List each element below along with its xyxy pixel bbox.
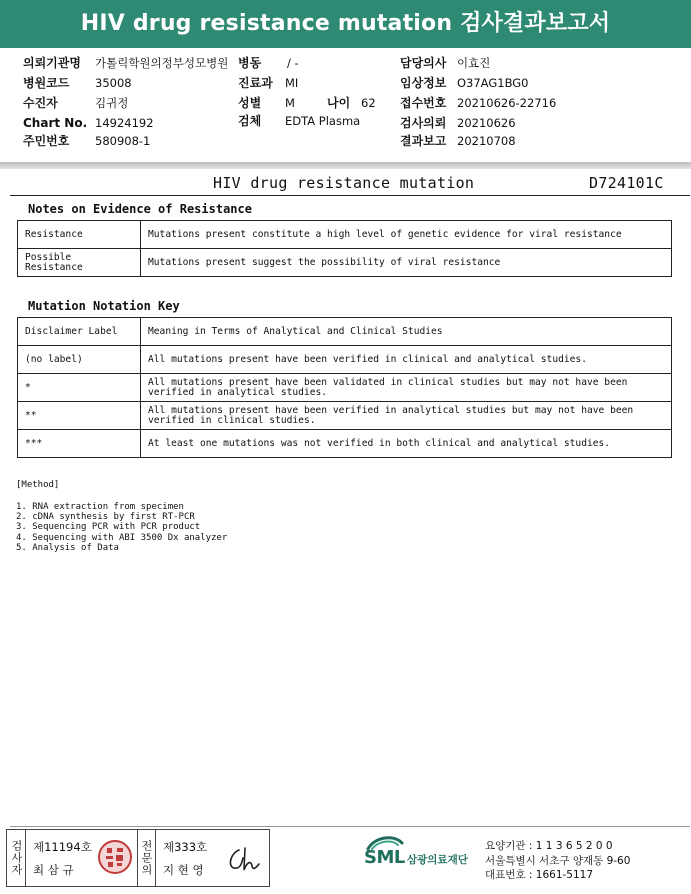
specialist-signature-icon [225, 844, 265, 876]
age-value: 62 [361, 96, 376, 110]
name-value: 김귀정 [95, 96, 129, 110]
specialist-name: 지 현 영 [163, 863, 204, 877]
company-address: 서울특별시 서초구 양재동 9-60 [485, 855, 631, 867]
logo-text: SML [364, 847, 405, 868]
notes-label-cell: Resistance [18, 221, 141, 249]
key-label-cell: Disclaimer Label [18, 318, 141, 346]
doctor-value: 이효진 [457, 56, 491, 70]
key-label-cell: *** [18, 430, 141, 458]
table-row [18, 221, 672, 249]
key-text-cell: All mutations present have been verified in clinical and analytical studies. [141, 346, 672, 374]
table-row [18, 346, 672, 374]
company-name: 삼광의료재단 [407, 854, 468, 866]
notes-label-cell: Possible Resistance [18, 249, 141, 277]
request-label: 검사의뢰 [400, 116, 447, 130]
dept-value: MI [285, 76, 299, 90]
name-label: 수진자 [23, 96, 58, 110]
clinical-value: O37AG1BG0 [457, 76, 529, 90]
age-label: 나이 [327, 96, 351, 110]
rrn-value: 580908-1 [95, 134, 151, 148]
chart-value: 14924192 [95, 116, 154, 130]
examiner-license: 제11194호 [33, 840, 92, 854]
notes-text-cell: Mutations present suggest the possibility of viral resistance [141, 249, 672, 277]
title-underline [10, 195, 690, 196]
key-label-cell: ** [18, 402, 141, 430]
report-date-label: 결과보고 [400, 134, 447, 148]
specialist-license: 제333호 [163, 840, 208, 854]
table-row [18, 402, 672, 430]
report-title: HIV drug resistance mutation 검사결과보고서 [80, 11, 611, 36]
method-step: 4. Sequencing with ABI 3500 Dx analyzer [16, 533, 228, 543]
method-heading: [Method] [16, 480, 60, 490]
method-step: 3. Sequencing PCR with PCR product [16, 522, 201, 532]
clinical-label: 임상정보 [400, 76, 447, 90]
hospcode-value: 35008 [95, 76, 132, 90]
hospcode-label: 병원코드 [23, 76, 70, 90]
chart-label: Chart No. [23, 116, 88, 130]
test-name: HIV drug resistance mutation [213, 174, 475, 192]
report-title-banner [0, 0, 691, 48]
test-code: D724101C [589, 174, 664, 192]
receipt-value: 20210626-22716 [457, 96, 557, 110]
report-date-value: 20210708 [457, 134, 516, 148]
company-logo [364, 835, 479, 879]
receipt-label: 접수번호 [400, 96, 447, 110]
hospital-label: 의뢰기관명 [23, 56, 81, 70]
key-text-cell: At least one mutations was not verified in both clinical and analytical studies. [141, 430, 672, 458]
method-step: 5. Analysis of Data [16, 543, 119, 553]
examiner-seal-icon [97, 839, 133, 875]
specimen-label: 검체 [238, 114, 262, 128]
signature-box [6, 829, 270, 887]
table-row [18, 249, 672, 277]
key-text-cell: Meaning in Terms of Analytical and Clinical Studies [141, 318, 672, 346]
specialist-label: 전문의 [140, 840, 153, 876]
sex-value: M [285, 96, 295, 110]
examiner-name: 최 삼 규 [33, 863, 74, 877]
key-label-cell: * [18, 374, 141, 402]
key-text-cell: All mutations present have been verified in analytical studies but may not have been verified in clinical studies. [141, 402, 672, 430]
specimen-value: EDTA Plasma [285, 114, 361, 128]
section-separator [0, 162, 691, 169]
table-row [18, 374, 672, 402]
request-value: 20210626 [457, 116, 516, 130]
ward-label: 병동 [238, 56, 262, 70]
doctor-label: 담당의사 [400, 56, 447, 70]
rrn-label: 주민번호 [23, 134, 70, 148]
notes-text-cell: Mutations present constitute a high level of genetic evidence for viral resistance [141, 221, 672, 249]
key-label-cell: (no label) [18, 346, 141, 374]
examiner-label: 검사자 [10, 840, 23, 876]
notes-heading: Notes on Evidence of Resistance [28, 202, 252, 216]
hospital-value: 가톨릭학원의정부성모병원 [95, 56, 229, 70]
key-text-cell: All mutations present have been validated in clinical studies but may not have been verified in analytical studies. [141, 374, 672, 402]
key-heading: Mutation Notation Key [28, 299, 180, 313]
dept-label: 진료과 [238, 76, 273, 90]
notation-key-table [17, 317, 672, 458]
method-step: 2. cDNA synthesis by first RT-PCR [16, 512, 195, 522]
company-phone: 대표번호 : 1661-5117 [485, 869, 594, 881]
notes-table [17, 220, 672, 277]
footer-divider [10, 826, 690, 827]
sex-label: 성별 [238, 96, 262, 110]
table-row [18, 318, 672, 346]
ward-value: / - [287, 56, 299, 70]
table-row [18, 430, 672, 458]
method-step: 1. RNA extraction from specimen [16, 502, 184, 512]
institution-code: 요양기관 : 1 1 3 6 5 2 0 0 [485, 840, 613, 852]
